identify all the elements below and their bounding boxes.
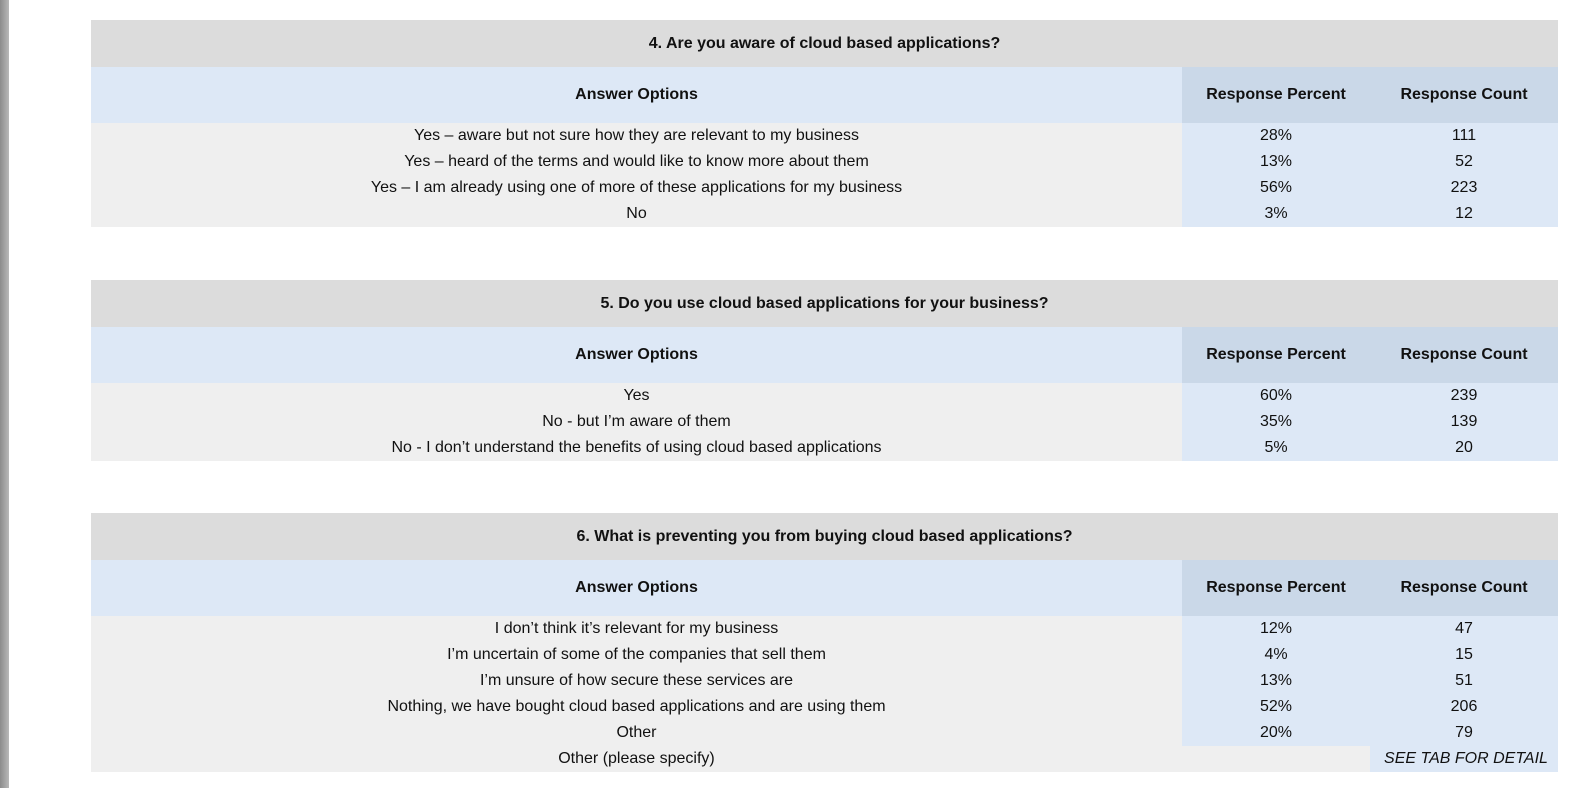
question-title: 5. Do you use cloud based applications for your business? xyxy=(91,280,1558,327)
answer-option-cell: No xyxy=(91,201,1182,227)
answer-option-cell: Other xyxy=(91,720,1182,746)
response-percent-cell: 13% xyxy=(1182,668,1370,694)
response-percent-cell: 13% xyxy=(1182,149,1370,175)
see-tab-detail-cell xyxy=(1370,746,1558,772)
table-row xyxy=(91,149,1558,175)
table-row xyxy=(91,668,1558,694)
question-6-table xyxy=(91,513,1558,772)
header-answer-options: Answer Options xyxy=(91,560,1182,616)
question-title: 4. Are you aware of cloud based applications? xyxy=(91,20,1558,67)
header-row xyxy=(91,327,1558,383)
table-row xyxy=(91,435,1558,461)
question-4-table xyxy=(91,20,1558,227)
other-specify-row xyxy=(91,746,1558,772)
table-row xyxy=(91,383,1558,409)
response-count-cell: 239 xyxy=(1370,383,1558,409)
response-count-cell: 52 xyxy=(1370,149,1558,175)
table-row xyxy=(91,694,1558,720)
answer-option-cell: Yes xyxy=(91,383,1182,409)
see-tab-detail-text: SEE TAB FOR DETAIL xyxy=(1384,750,1548,767)
response-percent-cell: 3% xyxy=(1182,201,1370,227)
table-row xyxy=(91,123,1558,149)
response-percent-cell: 12% xyxy=(1182,616,1370,642)
header-answer-options: Answer Options xyxy=(91,67,1182,123)
response-count-cell: 51 xyxy=(1370,668,1558,694)
table-row xyxy=(91,616,1558,642)
answer-option-cell: Yes – I am already using one of more of these applications for my business xyxy=(91,175,1182,201)
header-answer-options: Answer Options xyxy=(91,327,1182,383)
answer-option-cell: I’m uncertain of some of the companies that sell them xyxy=(91,642,1182,668)
table-row xyxy=(91,720,1558,746)
window-left-edge xyxy=(0,0,9,788)
question-5-table xyxy=(91,280,1558,461)
header-response-percent: Response Percent xyxy=(1182,67,1370,123)
table-row xyxy=(91,201,1558,227)
header-row xyxy=(91,560,1558,616)
response-count-cell: 223 xyxy=(1370,175,1558,201)
response-count-cell: 79 xyxy=(1370,720,1558,746)
response-count-cell: 12 xyxy=(1370,201,1558,227)
response-percent-cell: 35% xyxy=(1182,409,1370,435)
answer-option-cell: Nothing, we have bought cloud based applications and are using them xyxy=(91,694,1182,720)
response-percent-cell: 28% xyxy=(1182,123,1370,149)
header-response-count: Response Count xyxy=(1370,560,1558,616)
response-count-cell: 20 xyxy=(1370,435,1558,461)
answer-option-cell: Other (please specify) xyxy=(91,746,1182,772)
answer-option-cell: No - but I’m aware of them xyxy=(91,409,1182,435)
response-percent-cell: 4% xyxy=(1182,642,1370,668)
header-response-count: Response Count xyxy=(1370,327,1558,383)
empty-percent-cell xyxy=(1182,746,1370,772)
answer-option-cell: No - I don’t understand the benefits of using cloud based applications xyxy=(91,435,1182,461)
response-count-cell: 206 xyxy=(1370,694,1558,720)
response-count-cell: 111 xyxy=(1370,123,1558,149)
response-percent-cell: 60% xyxy=(1182,383,1370,409)
response-count-cell: 47 xyxy=(1370,616,1558,642)
header-response-count: Response Count xyxy=(1370,67,1558,123)
table-row xyxy=(91,409,1558,435)
table-row xyxy=(91,642,1558,668)
response-percent-cell: 52% xyxy=(1182,694,1370,720)
header-row xyxy=(91,67,1558,123)
response-count-cell: 15 xyxy=(1370,642,1558,668)
response-percent-cell: 5% xyxy=(1182,435,1370,461)
header-response-percent: Response Percent xyxy=(1182,327,1370,383)
table-row xyxy=(91,175,1558,201)
answer-option-cell: Yes – heard of the terms and would like to know more about them xyxy=(91,149,1182,175)
question-title: 6. What is preventing you from buying cloud based applications? xyxy=(91,513,1558,560)
answer-option-cell: Yes – aware but not sure how they are relevant to my business xyxy=(91,123,1182,149)
response-percent-cell: 56% xyxy=(1182,175,1370,201)
response-percent-cell: 20% xyxy=(1182,720,1370,746)
header-response-percent: Response Percent xyxy=(1182,560,1370,616)
answer-option-cell: I’m unsure of how secure these services are xyxy=(91,668,1182,694)
answer-option-cell: I don’t think it’s relevant for my business xyxy=(91,616,1182,642)
response-count-cell: 139 xyxy=(1370,409,1558,435)
